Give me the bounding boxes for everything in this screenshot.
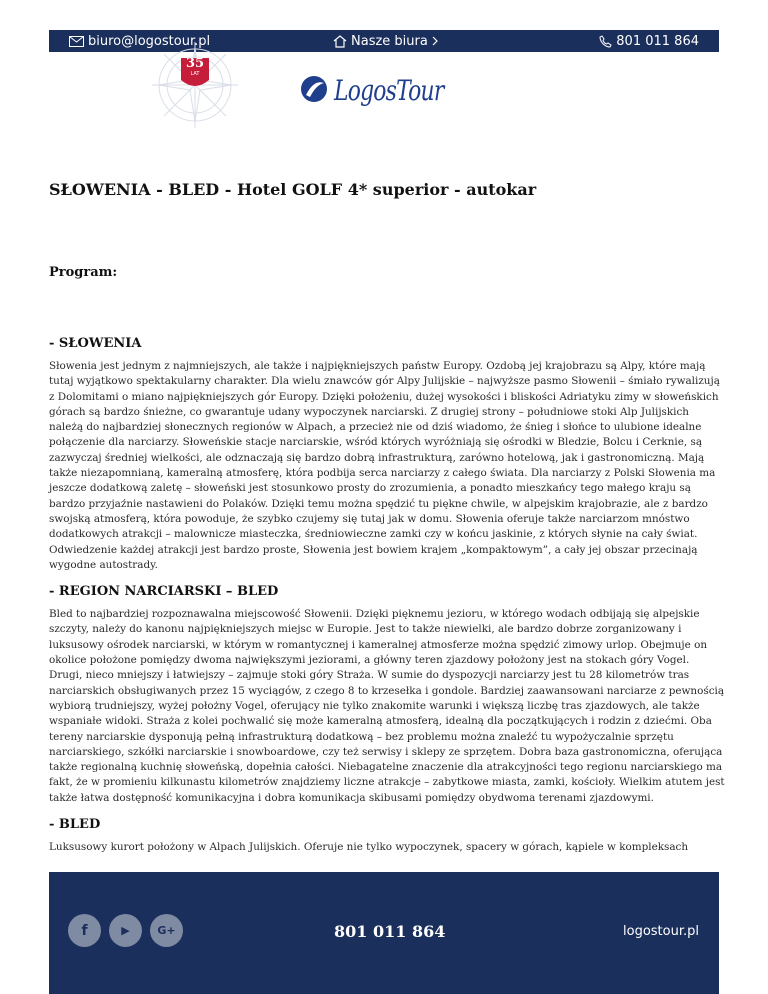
logo-wordmark: LogosTour [334,74,444,107]
section-heading: - REGION NARCIARSKI – BLED [49,584,279,600]
social-links [68,914,183,947]
program-content [49,336,725,866]
phone-text: 801 011 864 [616,33,699,49]
footer-website-link[interactable]: logostour.pl [623,924,699,939]
anniversary-seal [150,40,240,130]
email-text: biuro@logostour.pl [88,33,211,49]
youtube-icon[interactable]: ▶ [109,914,142,947]
offices-text: Nasze biura [351,33,428,49]
section-bled [49,817,725,855]
phone-link[interactable] [599,34,699,49]
section-region-narciarski [49,584,725,806]
page-title: SŁOWENIA - BLED - Hotel GOLF 4* superior - autokar [49,180,537,199]
phone-icon [599,35,612,48]
section-slowenia [49,336,725,573]
section-body: Bled to najbardziej rozpoznawalna miejscowość Słowenii. Dzięki pięknemu jezioru, w którego wodach odbijają się alpejskie szczyty, należy do kanonu najpiękniejszych miejsc w Europie. Jest to także niewielki, ale bardzo dobrze zorganizowany i luksusowy ośrodek narciarski, w którym w romantycznej i kameralnej atmosferze można spędzić zimowy urlop. Obejmuje on okolice położone pomiędzy dwoma największymi jeziorami, a główny teren zjazdowy położony jest na stokach góry Vogel. Drugi, nieco mniejszy i łatwiejszy – zajmuje stoki góry Straża. W sumie do dyspozycji narciarzy jest tu 28 kilometrów tras narciarskich obsługiwanych przez 15 wyciągów, z czego 8 to krzesełka i gondole. Bardziej zaawansowani narciarze z pewnością wybiorą trudniejszy, wyżej położny Vogel, oferujący nie tylko znakomite warunki i większą liczbę tras zjazdowych, ale także wspaniałe widoki. Straża z kolei pochwalić się może kameralną atmosferą, idealną dla początkujących i rodzin z dziećmi. Oba tereny narciarskie dysponują pełną infrastrukturą dodatkową – bez problemu można znaleźć tu wypożyczalnie sprzętu narciarskiego, szkółki narciarskie i snowboardowe, czy też serwisy i sklepy ze sprzętem. Dobra baza gastronomiczna, oferująca także regionalną kuchnię słoweńską, dopełnia całości. Niebagatelne znaczenie dla atrakcyjności tego regionu narciarskiego ma fakt, że w promieniu kilkunastu kilometrów znajdziemy liczne atrakcje – zabytkowe miasta, zamki, kościoły. Wielkim atutem jest także łatwa dostępność komunikacyjna i dobra komunikacja skibusami pomiędzy obydwoma terenami zjazdowymi. [49,608,725,804]
chevron-right-icon [432,36,439,46]
google-plus-icon[interactable]: G+ [150,914,183,947]
section-body: Słowenia jest jednym z najmniejszych, ale także i najpiękniejszych państw Europy. Ozdobą jej krajobrazu są Alpy, które mają tutaj wyjątkowo spektakularny charakter. Dla wielu znawców gór Alpy Julijskie – najwyższe pasmo Słowenii – śmiało rywalizują z Dolomitami o miano najpiękniejszych gór Europy. Dzięki położeniu, dużej wysokości i bliskości Adriatyku zimy w słoweńskich górach są bardzo śnieżne, co gwarantuje udany wypoczynek narciarski. Z drugiej strony – południowe stoki Alp Julijskich należą do najbardziej słonecznych regionów w Alpach, a przecież nie od dziś wiadomo, że śnieg i słońce to ulubione idealne połączenie dla narciarzy. Słoweńskie stacje narciarskie, wśród których wyróżniają się ośrodki w Bledzie, Bolcu i Cerknie, są zazwyczaj średniej wielkości, ale odznaczają się bardzo dobrą infrastrukturą, zarówno hotelową, jak i gastronomiczną. Mają także niezapomnianą, kameralną atmosferę, która podbija serca narciarzy z całego świata. Dla narciarzy z Polski Słowenia ma jeszcze dodatkową zaletę – słoweński jest stosunkowo prosty do zrozumienia, a ponadto mieszkańcy tego małego kraju są bardzo przyjaźnie nastawieni do Polaków. Dzięki temu można spędzić tu piękne chwile, w alpejskim krajobrazie, ale z bardzo swojską atmosferą, która powoduje, że szybko czujemy się tutaj jak w domu. Słowenia oferuje także narciarzom mnóstwo dodatkowych atrakcji – malownicze miasteczka, średniowieczne zamki czy w końcu jaskinie, z których słynie na cały świat. Odwiedzenie każdej atrakcji jest bardzo proste, Słowenia jest bowiem krajem „kompaktowym”, a cały jej obszar przecinają wygodne autostrady. [49,360,720,571]
facebook-icon[interactable]: f [68,914,101,947]
footer-bar [49,872,719,994]
logos-tour-logo[interactable] [300,74,474,107]
section-heading: - BLED [49,817,101,833]
program-label: Program: [49,265,118,280]
offices-link[interactable] [333,34,439,49]
seal-number: 35 [185,56,205,71]
home-icon [333,35,347,48]
envelope-icon [69,36,84,47]
section-body: Luksusowy kurort położony w Alpach Julijskich. Oferuje nie tylko wypoczynek, spacery w górach, kąpiele w kompleksach [49,841,689,854]
section-heading: - SŁOWENIA [49,336,142,351]
footer-phone[interactable]: 801 011 864 [334,922,446,941]
seal-label: LAT [190,71,200,77]
globe-logo-icon [300,75,328,107]
